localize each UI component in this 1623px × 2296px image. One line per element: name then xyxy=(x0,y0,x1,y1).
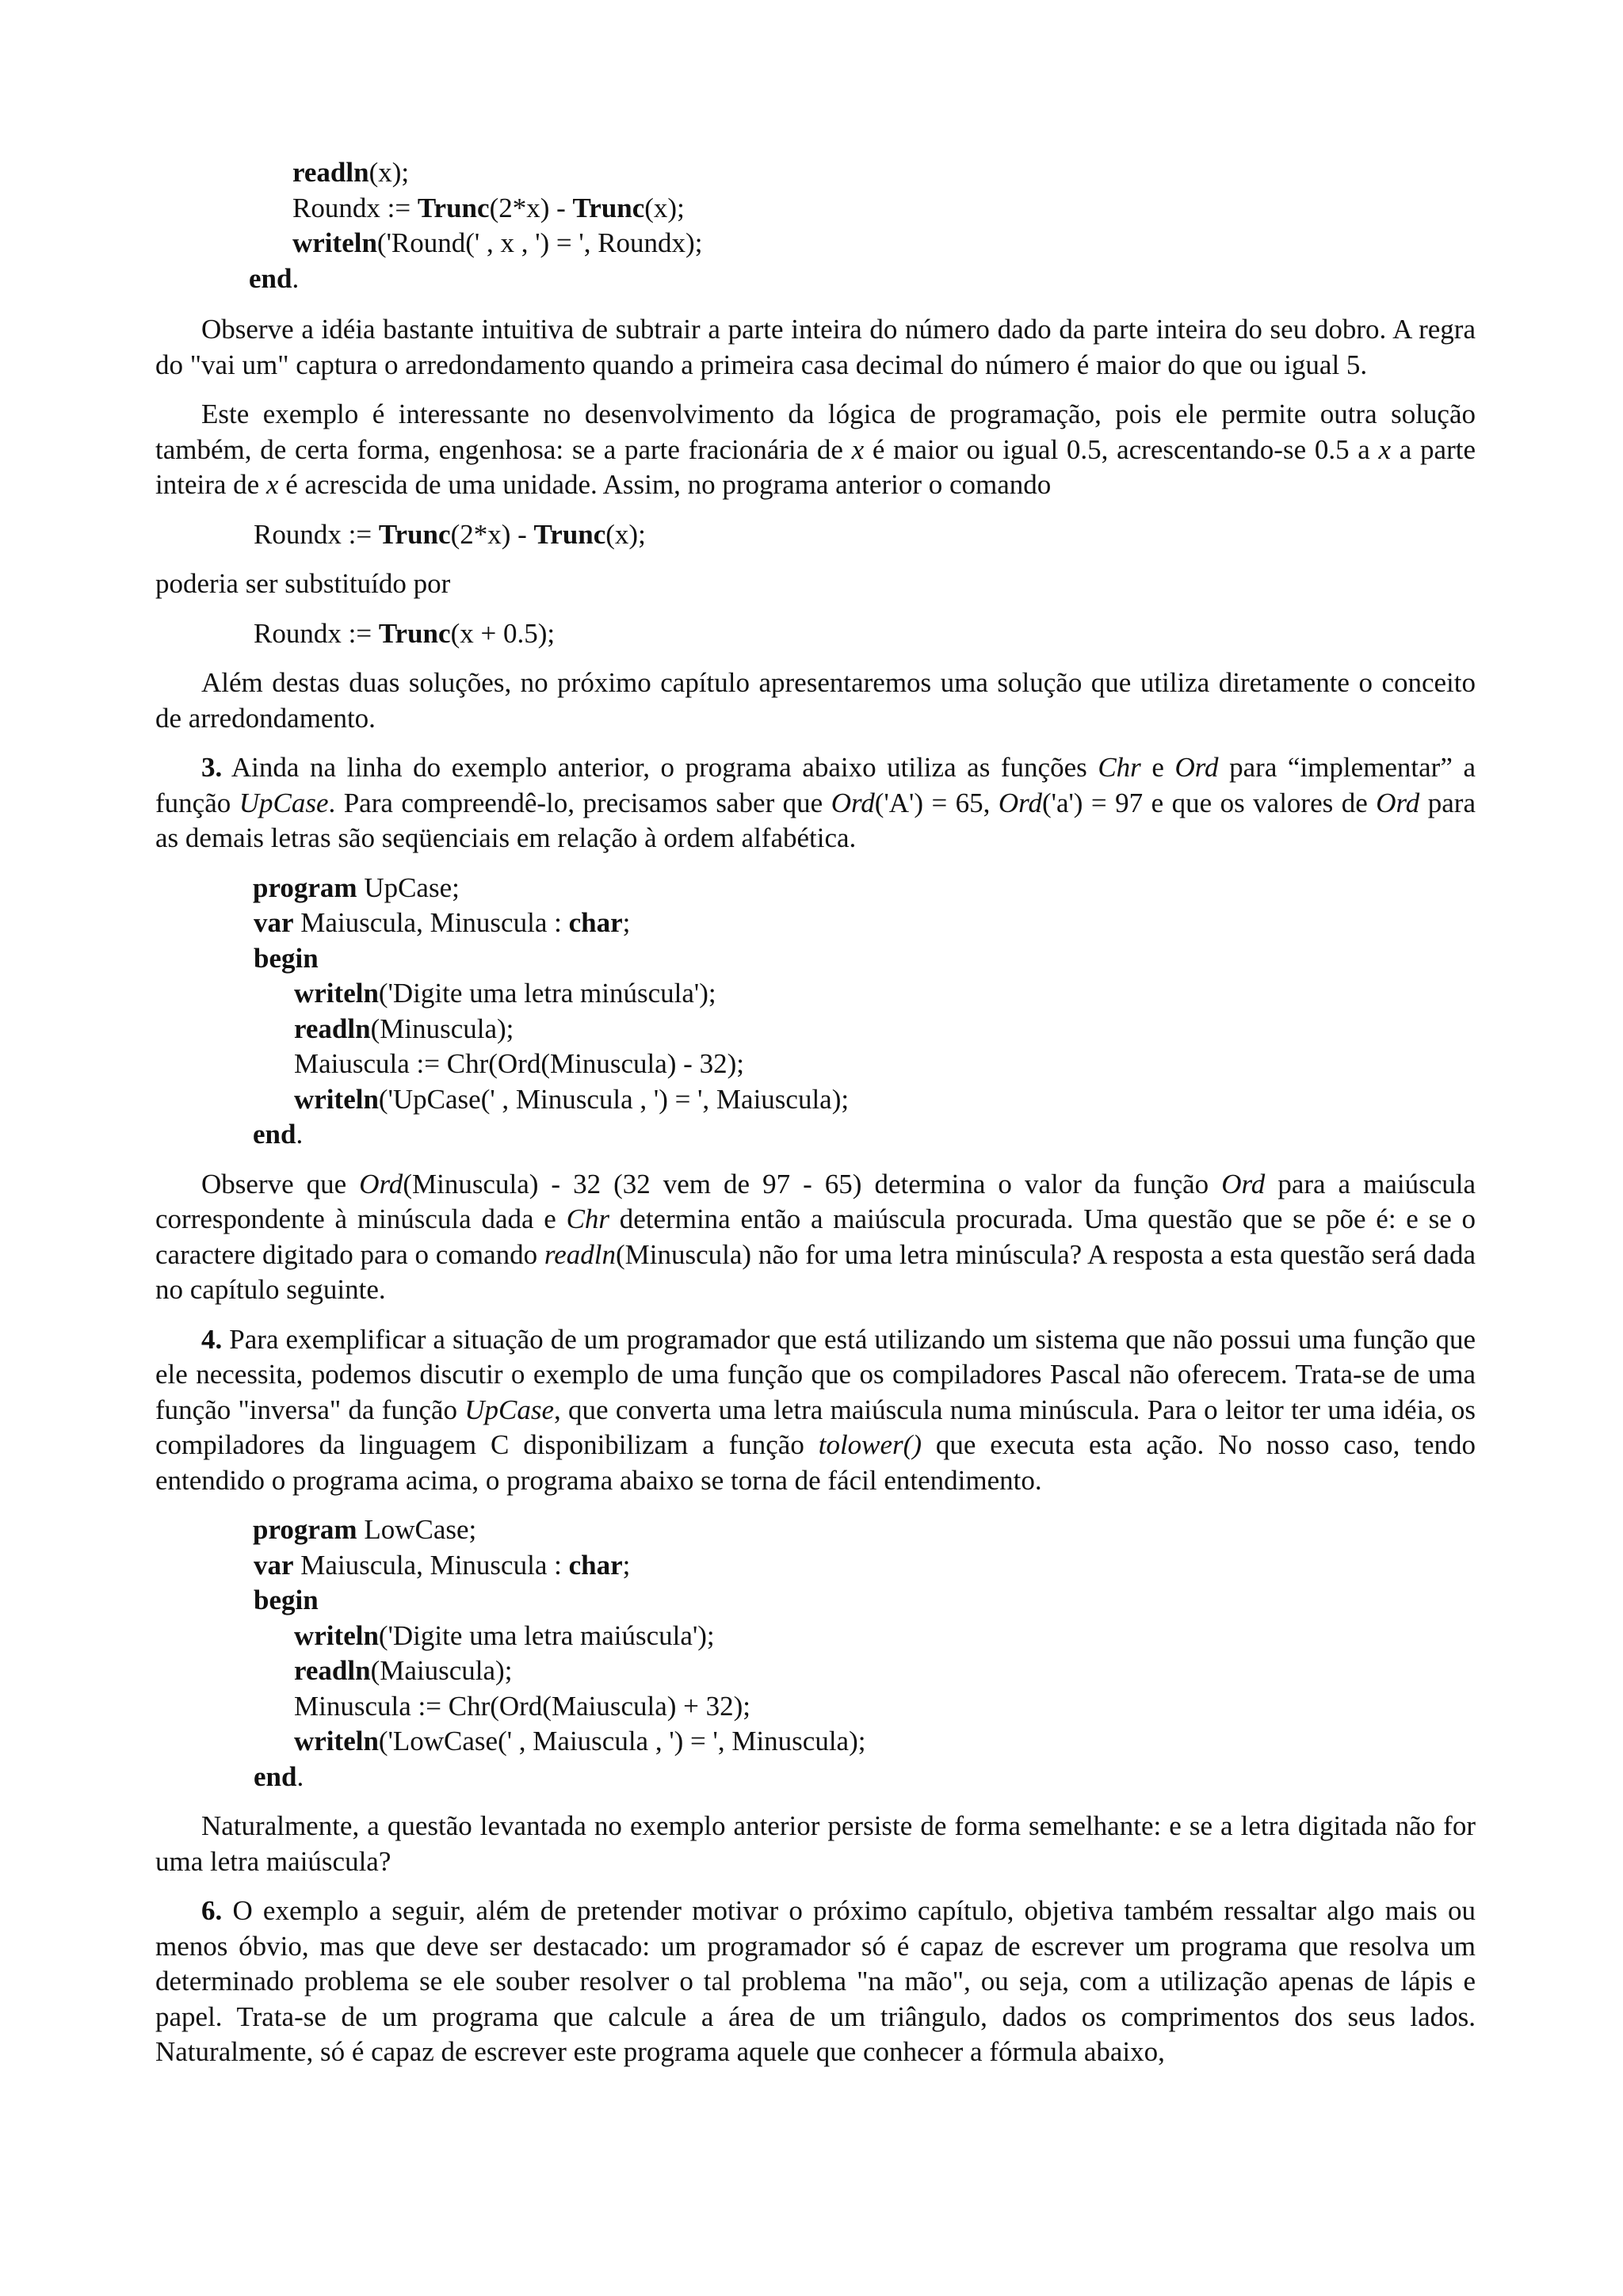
code-command-2 xyxy=(155,616,1476,652)
code-line: Roundx := Trunc(2*x) - Trunc(x); xyxy=(292,192,685,223)
code-block-lowcase xyxy=(155,1512,1476,1794)
paragraph: Além destas duas soluções, no próximo capítulo apresentaremos uma solução que utiliza diretamente o conceito de arredondamento. xyxy=(155,667,1476,734)
code-command-1 xyxy=(155,517,1476,553)
code-line: readln(Minuscula); xyxy=(294,1013,514,1044)
code-line: writeln('Digite uma letra minúscula'); xyxy=(294,978,716,1009)
code-line: end. xyxy=(249,262,300,294)
paragraph: 4. Para exemplificar a situação de um programador que está utilizando um sistema que não possui uma função que ele necessita, podemos discutir o exemplo de uma função que os compiladores Pascal não oferecem. Trata-se de uma função "inversa" da função UpCase, que converta uma letra maiúscula numa minúscula. Para o leitor ter uma idéia, os compiladores da linguagem C disponibilizam a função tolower() que executa esta ação. No nosso caso, tendo entendido o programa acima, o programa abaixo se torna de fácil entendimento. xyxy=(155,1323,1476,1496)
code-block-round xyxy=(155,155,1476,296)
code-line: readln(x); xyxy=(292,157,410,188)
code-line: end. xyxy=(254,1760,304,1792)
code-line: Maiuscula := Chr(Ord(Minuscula) - 32); xyxy=(294,1048,744,1079)
code-line: writeln('Round(' , x , ') = ', Roundx); xyxy=(292,227,703,258)
code-line: program LowCase; xyxy=(253,1514,477,1545)
paragraph: Observe que Ord(Minuscula) - 32 (32 vem de 97 - 65) determina o valor da função Ord para a maiúscula correspondente à minúscula dada e Chr determina então a maiúscula procurada. Uma questão que se põe é: e se o caractere digitado para o comando readln(Minuscula) não for uma letra minúscula? A resposta a esta questão será dada no capítulo seguinte. xyxy=(155,1168,1476,1305)
code-line: Roundx := Trunc(2*x) - Trunc(x); xyxy=(254,518,646,550)
code-line: begin xyxy=(254,1585,319,1615)
paragraph: poderia ser substituído por xyxy=(155,568,451,599)
paragraph: Naturalmente, a questão levantada no exemplo anterior persiste de forma semelhante: e se a letra digitada não for uma letra maiúscula? xyxy=(155,1810,1476,1877)
code-line: program UpCase; xyxy=(253,871,460,903)
code-line: readln(Maiuscula); xyxy=(294,1655,513,1686)
paragraph: 6. O exemplo a seguir, além de pretender motivar o próximo capítulo, objetiva também ressaltar algo mais ou menos óbvio, mas que deve ser destacado: um programador só é capaz de escrever um programa que resolva um determinado problema se ele souber resolver o tal problema "na mão", ou seja, com a utilização apenas de lápis e papel. Trata-se de um programa que calcule a área de um triângulo, dados os comprimentos dos seus lados. Naturalmente, só é capaz de escrever este programa aquele que conhecer a fórmula abaixo, xyxy=(155,1895,1476,2067)
code-line: writeln('LowCase(' , Maiuscula , ') = ', Minuscula); xyxy=(294,1726,866,1756)
code-line: var Maiuscula, Minuscula : char; xyxy=(254,907,631,938)
code-line: Minuscula := Chr(Ord(Maiuscula) + 32); xyxy=(294,1690,751,1722)
paragraph: 3. Ainda na linha do exemplo anterior, o programa abaixo utiliza as funções Chr e Ord para “implementar” a função UpCase. Para compreendê-lo, precisamos saber que Ord('A') = 65, Ord('a') = 97 e que os valores de Ord para as demais letras são seqüenciais em relação à ordem alfabética. xyxy=(155,752,1476,853)
code-line: Roundx := Trunc(x + 0.5); xyxy=(254,617,556,649)
code-line: writeln('Digite uma letra maiúscula'); xyxy=(294,1619,715,1651)
paragraph: Observe a idéia bastante intuitiva de subtrair a parte inteira do número dado da parte inteira do seu dobro. A regra do "vai um" captura o arredondamento quando a primeira casa decimal do número é maior do que ou igual 5. xyxy=(155,314,1476,380)
page-content xyxy=(155,155,1476,2084)
paragraph: Este exemplo é interessante no desenvolvimento da lógica de programação, pois ele permite outra solução também, de certa forma, engenhosa: se a parte fracionária de x é maior ou igual 0.5, acrescentando-se 0.5 a x a parte inteira de x é acrescida de uma unidade. Assim, no programa anterior o comando xyxy=(155,399,1476,500)
code-line: writeln('UpCase(' , Minuscula , ') = ', Maiuscula); xyxy=(294,1083,850,1115)
code-line: begin xyxy=(254,942,319,974)
code-line: var Maiuscula, Minuscula : char; xyxy=(254,1549,631,1581)
code-block-upcase xyxy=(155,871,1476,1153)
code-line: end. xyxy=(253,1119,304,1150)
